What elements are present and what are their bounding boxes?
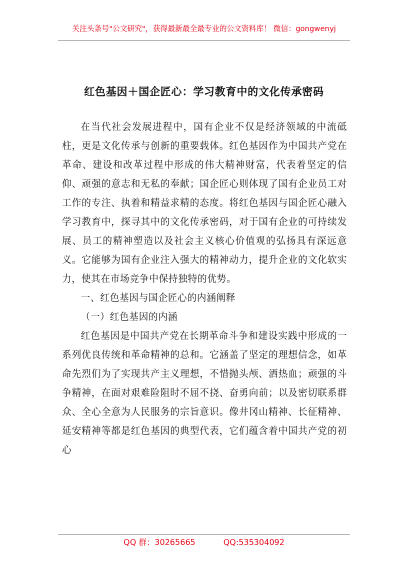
- header-divider: [58, 40, 350, 41]
- paragraph-intro: 在当代社会发展进程中，国有企业不仅是经济领域的中流砥柱，更是文化传承与创新的重要载体。红色基因作为中国共产党在革命、建设和改革过程中形成的伟大精神财富，代表着坚定的信仰、顽强的意志和无私的奉献；国企匠心则体现了国有企业员工对工作的专注、执着和精益求精的态度。将红色基因与国企匠心融入学习教育中，探寻其中的文化传承密码，对于国有企业的可持续发展、员工的精神塑造以及社会主义核心价值观的弘扬具有深远意义。它能够为国有企业注入强大的精神动力，提升企业的文化软实力，使其在市场竞争中保持独特的优势。: [62, 122, 347, 285]
- document-body: [62, 118, 347, 460]
- section-heading: 一、红色基因与国企匠心的内涵阐释: [80, 293, 236, 304]
- footer: [0, 537, 408, 548]
- document-title: 红色基因＋国企匠心：学习教育中的文化传承密码: [84, 86, 324, 98]
- subsection-heading: （一）红色基因的内涵: [80, 312, 178, 323]
- paragraph-red-gene: 红色基因是中国共产党在长期革命斗争和建设实践中形成的一系列优良传统和革命精神的总和。它涵盖了坚定的理想信念，如革命先烈们为了实现共产主义理想，不惜抛头颅、洒热血；顽强的斗争精神，在面对艰难险阻时不屈不挠、奋勇向前；以及密切联系群众、全心全意为人民服务的宗旨意识。像井冈山精神、长征精神、延安精神等都是红色基因的典型代表，它们蕴含着中国共产党的初心: [62, 331, 347, 456]
- footer-qq-group: QQ 群：30265665: [123, 538, 196, 547]
- header-note: 关注头条号"公文研究"，获得最新最全最专业的公文资料库！ 微信：gongwenyj: [72, 24, 336, 33]
- footer-divider: [58, 534, 350, 535]
- footer-qq: QQ:535304092: [223, 538, 285, 547]
